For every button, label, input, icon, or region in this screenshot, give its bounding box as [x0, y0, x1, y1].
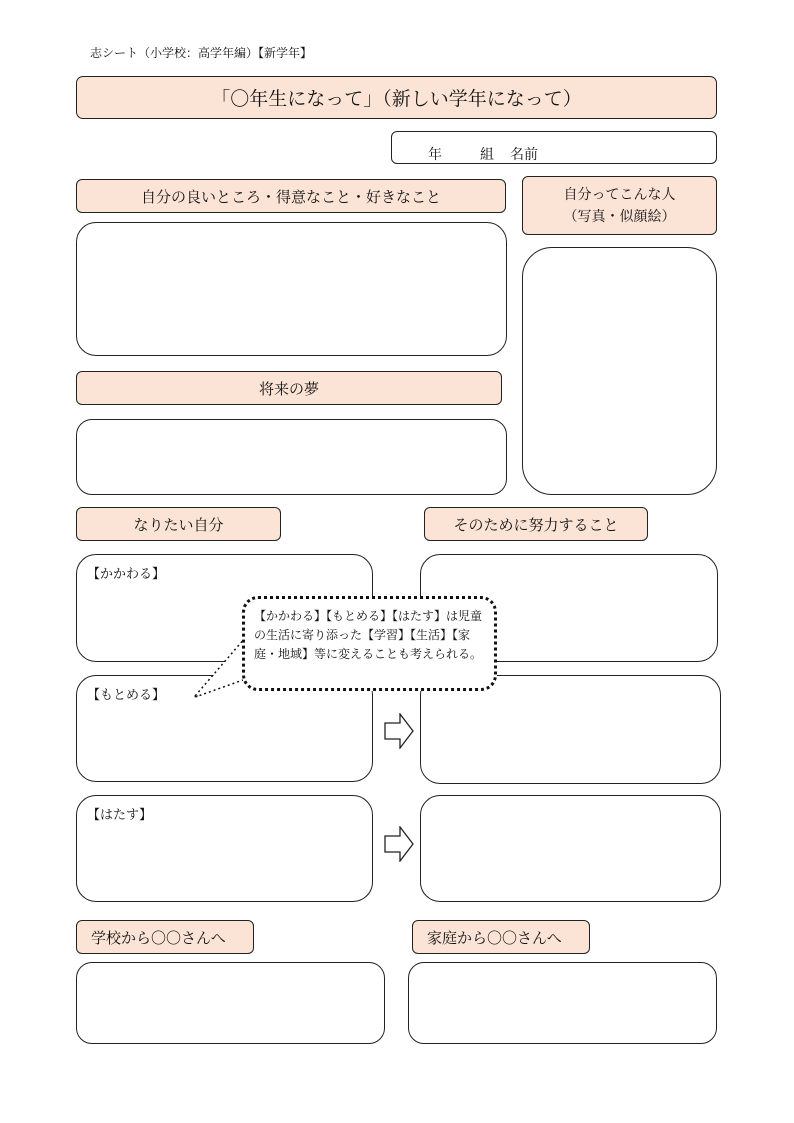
good-points-box[interactable] — [76, 222, 507, 356]
arrow-right-icon — [384, 826, 414, 862]
effort-box-3[interactable] — [420, 795, 721, 902]
callout-note — [242, 596, 497, 691]
arrow-right-icon — [384, 713, 414, 749]
self-portrait-header — [522, 176, 717, 235]
from-school-header: 学校から〇〇さんへ — [76, 920, 254, 954]
effort-box-2[interactable] — [420, 675, 721, 784]
kakawaru-label: 【かかわる】 — [87, 567, 166, 582]
page-title: 「〇年生になって」（新しい学年になって） — [76, 76, 717, 119]
from-home-box[interactable] — [408, 962, 717, 1044]
self-portrait-title: 自分ってこんな人 — [563, 186, 676, 203]
from-school-box[interactable] — [76, 962, 385, 1044]
from-home-header: 家庭から〇〇さんへ — [412, 920, 590, 954]
future-dream-header: 将来の夢 — [76, 371, 502, 405]
self-portrait-subtitle: （写真・似顔絵） — [563, 208, 676, 225]
sheet-label: 志シート（小学校：高学年編）【新学年】 — [90, 46, 313, 60]
hatasu-box[interactable] — [76, 795, 373, 902]
ideal-self-header: なりたい自分 — [76, 507, 281, 541]
class-label: 組 — [480, 147, 494, 163]
name-box — [391, 131, 717, 164]
name-label: 名前 — [510, 147, 538, 163]
self-portrait-box[interactable] — [522, 247, 717, 495]
year-label: 年 — [428, 147, 442, 163]
future-dream-box[interactable] — [76, 419, 507, 495]
callout-text: 【かかわる】【もとめる】【はたす】は児童の生活に寄り添った【学習】【生活】【家庭・地域】等に変えることも考えられる。 — [254, 609, 483, 661]
effort-header: そのために努力すること — [424, 507, 648, 541]
motomeru-label: 【もとめる】 — [87, 688, 166, 703]
good-points-header: 自分の良いところ・得意なこと・好きなこと — [76, 179, 506, 213]
hatasu-label: 【はたす】 — [87, 808, 153, 823]
